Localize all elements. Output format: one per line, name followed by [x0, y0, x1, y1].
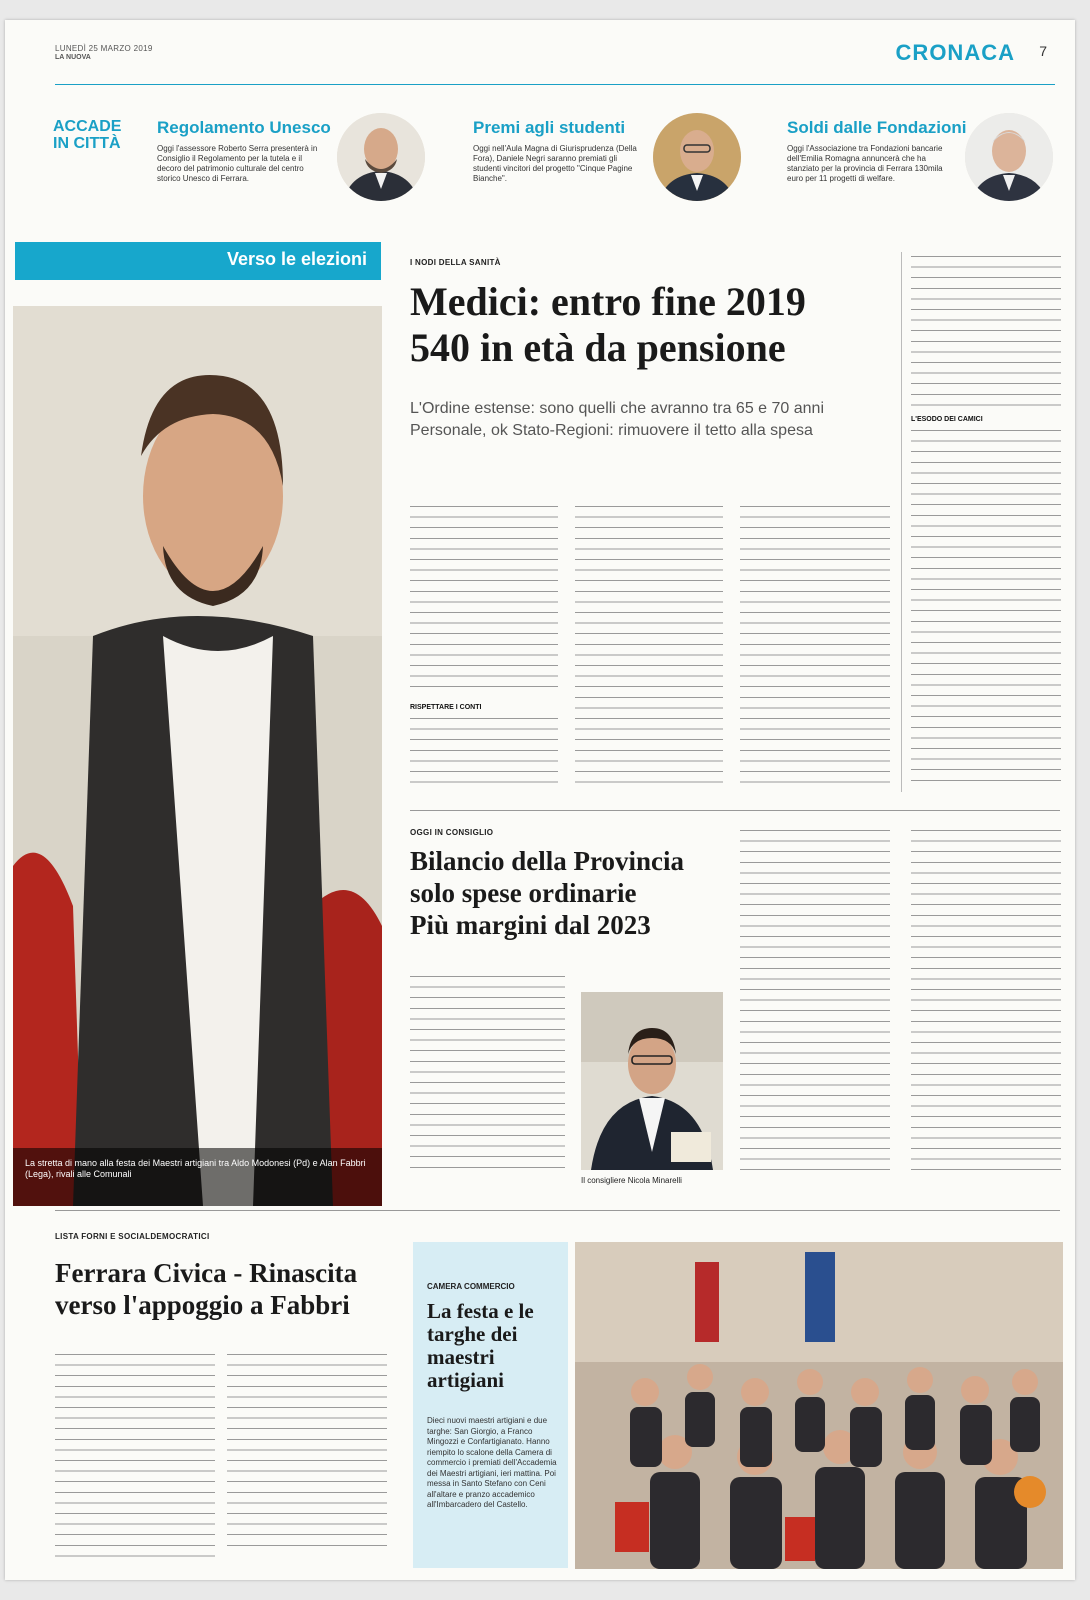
brief-portrait-negri: [653, 113, 741, 201]
article1-headline-line1: Medici: entro fine 2019: [410, 279, 806, 324]
brief-text-unesco: Oggi l'assessore Roberto Serra presenterà in Consiglio il Regolamento per la tutela e il decoro del patrimonio culturale del centro storico Unesco di Ferrara.: [157, 144, 318, 183]
newspaper-page: [5, 20, 1075, 1580]
column-divider: [901, 252, 902, 792]
brief-title-students: Premi agli studenti: [473, 118, 626, 137]
page-number: 7: [1039, 43, 1047, 59]
article4-text: Dieci nuovi maestri artigiani e due targhe: San Giorgio, a Franco Mingozzi e Confartigianato. Hanno riempito lo scalone della Camera di commercio i premiati dell'Accademia dei Maestri artigiani, ieri mattina. Poi messa in Santo Stefano con Ceni all'altare e pranzo accademico all'Imbarcadero del Castello.: [427, 1416, 557, 1509]
banner-label: Verso le elezioni: [226, 249, 367, 269]
article3-body-col1: [55, 1354, 215, 1566]
header-rule: [55, 84, 1055, 85]
article1-headline-line2: 540 in età da pensione: [410, 325, 786, 370]
bottom-divider: [55, 1210, 1060, 1211]
issue-date: LUNEDÌ 25 MARZO 2019: [55, 44, 153, 53]
article2-headline-line1: Bilancio della Provincia: [410, 846, 685, 876]
council-photo: [581, 992, 723, 1170]
article1-body-col2: [575, 506, 723, 792]
article1-body-col1-b: [410, 718, 558, 792]
article2-body-col4: [911, 830, 1061, 1176]
article1-subtitle-line1: L'Ordine estense: sono quelli che avranno tra 65 e 70 anni: [410, 400, 824, 417]
brief-title-fondazioni: Soldi dalle Fondazioni: [787, 118, 967, 137]
article1-body-col1: [410, 506, 558, 696]
article2-headline-line3: Più margini dal 2023: [410, 910, 651, 940]
article3-headline-line2: verso l'appoggio a Fabbri: [55, 1290, 350, 1320]
brief-portrait-serra: [337, 113, 425, 201]
main-photo-caption: La stretta di mano alla festa dei Maestri artigiani tra Aldo Modonesi (Pd) e Alan Fabbri (Lega), rivali alle Comunali: [13, 1148, 382, 1206]
article-divider: [410, 810, 1060, 811]
article1-subhead1: RISPETTARE I CONTI: [410, 704, 482, 711]
brief-title-unesco: Regolamento Unesco: [157, 118, 331, 137]
article4-headline: La festa e le targhe dei maestri artigiani: [427, 1299, 534, 1392]
council-photo-caption: Il consigliere Nicola Minarelli: [581, 1176, 682, 1185]
article2-headline-line2: solo spese ordinarie: [410, 878, 637, 908]
article1-subtitle-line2: Personale, ok Stato-Regioni: rimuovere il tetto alla spesa: [410, 422, 813, 439]
section-banner: [15, 242, 381, 280]
brief-text-students: Oggi nell'Aula Magna di Giurisprudenza (Della Fora), Daniele Negri saranno premiati gli studenti vincitori del progetto "Cinque Pagine Bianche".: [473, 144, 637, 183]
brief-text-fondazioni: Oggi l'Associazione tra Fondazioni bancarie dell'Emilia Romagna annuncerà che ha stanziato per la provincia di Ferrara 130mila euro per 11 progetti di welfare.: [787, 144, 943, 183]
article3-body-col2: [227, 1354, 387, 1554]
article2-body-col1: [410, 976, 565, 1176]
article1-subhead2: L'ESODO DEI CAMICI: [911, 416, 983, 423]
article4-kicker: CAMERA COMMERCIO: [427, 1282, 515, 1291]
article3-headline-line1: Ferrara Civica - Rinascita: [55, 1258, 358, 1288]
artigiani-group-photo: [575, 1242, 1063, 1569]
article1-body-right: [911, 430, 1061, 790]
article1-kicker: I NODI DELLA SANITÀ: [410, 258, 501, 267]
accade-label: ACCADE IN CITTÀ: [53, 118, 122, 152]
section-title: CRONACA: [895, 40, 1015, 65]
article1-body-right-top: [911, 256, 1061, 408]
main-photo: [13, 306, 382, 1206]
article1-body-col3: [740, 506, 890, 792]
article2-kicker: OGGI IN CONSIGLIO: [410, 828, 494, 837]
paper-name: LA NUOVA: [55, 54, 91, 61]
article3-kicker: LISTA FORNI E SOCIALDEMOCRATICI: [55, 1232, 210, 1241]
brief-portrait-fondazioni: [965, 113, 1053, 201]
article2-body-col3: [740, 830, 890, 1176]
